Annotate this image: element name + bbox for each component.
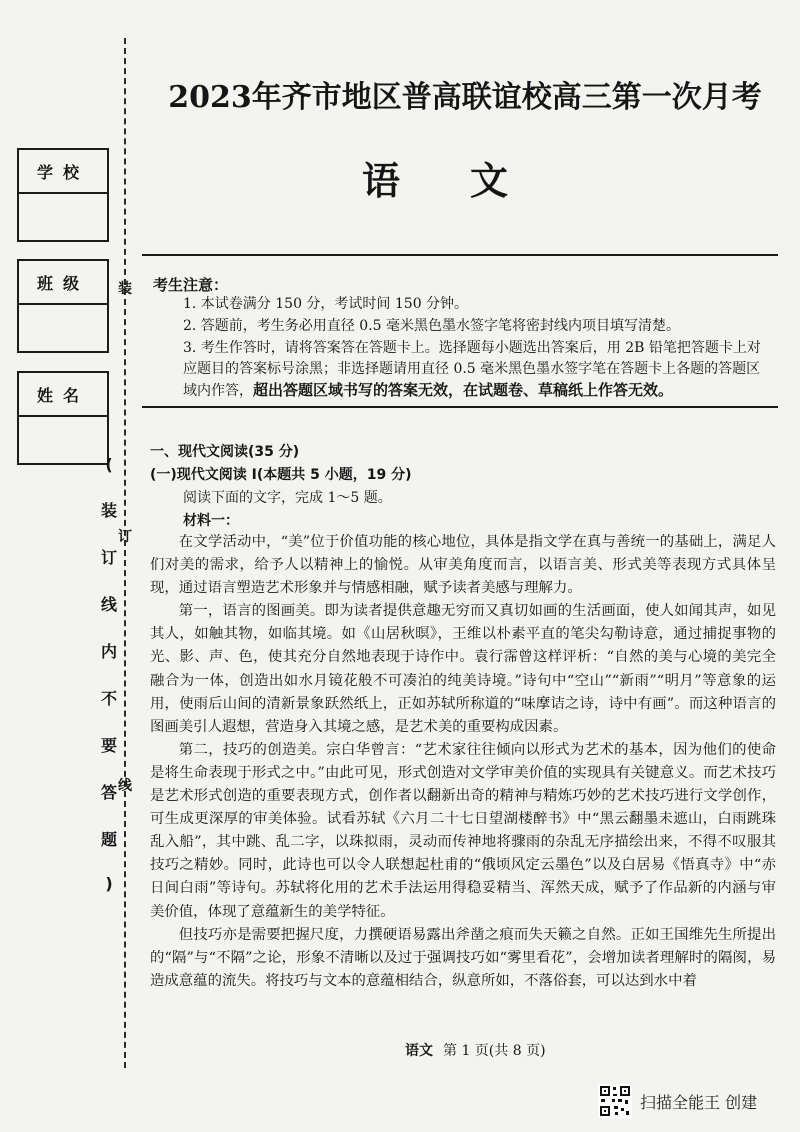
notice-heading: 考生注意： [153,276,229,294]
notice-warning: 超出答题区域书写的答案无效，在试题卷、草稿纸上作答无效。 [253,381,674,399]
scanner-watermark [598,1084,757,1118]
name-field[interactable] [19,417,107,463]
scanner-text: 扫描全能王 创建 [640,1092,758,1112]
binding-warning-char: ) [105,874,113,893]
class-box [17,259,109,353]
binding-char-xian: 线 [118,778,132,794]
paragraph: 第一，语言的图画美。即为读者提供意趣无穷而又真切如画的生活画面，使人如闻其声，如见其人，如触其物，如临其境。如《山居秋暝》，王维以朴素平直的笔尖勾勒诗意，通过捕捉事物的光、影、声、色，使其充分自然地表现于诗作中。袁行霈曾这样评析：“自然的美与心境的美完全融合为一体，创造出如水月镜花般不可凑泊的纯美诗境。”诗句中“空山”“新雨”“明月”等意象的运用，使雨后山间的清新景象跃然纸上，正如苏轼所称道的“味摩诘之诗，诗中有画”。而这种语言的图画美引人遐想，营造身入其境之感，是艺术美的重要构成因素。 [150,603,776,735]
notice-item-text: 3. 考生作答时，请将答案答在答题卡上。选择题每小题选出答案后，用 2B 铅笔把答题卡上对应题目的答案标号涂黑；非选择题请用直径 0.5 毫米黑色墨水签字笔在答题卡上各题的答题区域内作答， [183,340,761,399]
name-box [17,371,109,465]
binding-warning-char: 不 [100,689,117,708]
school-box [17,148,109,242]
binding-warning-char: 答 [100,783,117,802]
name-label: 姓名 [19,373,107,417]
notice-item [183,338,773,402]
school-field[interactable] [19,194,107,240]
binding-char-ding: 订 [118,529,132,545]
binding-warning-char: 线 [100,595,117,614]
paragraph: 但技巧亦是需要把握尺度，力撰硬语易露出斧凿之痕而失天籁之自然。正如王国维先生所提出的“隔”与“不隔”之论，形象不清晰以及过于强调技巧如“雾里看花”，会增加读者理解时的隔阂，易造成意蕴的流失。将技巧与文本的意蕴相结合，纵意所如，不落俗套，可以达到水中着 [150,926,776,989]
binding-warning-char: 订 [100,548,117,567]
paragraph: 在文学活动中，“美”位于价值功能的核心地位，具体是指文学在真与善统一的基础上，满足人们对美的需求，给予人以精神上的愉悦。从审美角度而言，以语言美、形式美等表现方式具体呈现，通过语言塑造艺术形象并与情感相融，赋予读者美感与理解力。 [150,534,776,597]
footer-page: 第 1 页(共 8 页) [443,1043,546,1059]
binding-warning-char: ( [105,455,113,474]
binding-warning-char: 要 [100,736,117,755]
binding-char-zhuang: 装 [118,281,132,297]
section-heading: 一、现代文阅读(35 分) [150,444,300,460]
paragraph: 第二，技巧的创造美。宗白华曾言：“艺术家往往倾向以形式为艺术的基本，因为他们的使命是将生命表现于形式之中。”由此可见，形式创造对文学审美价值的实现具有关键意义。而艺术技巧是艺术形式创造的重要表现方式，创作者以翻新出奇的精神与精炼巧妙的艺术技巧进行文学创作，可生成更深厚的审美体验。试看苏轼《六月二十七日望湖楼醉书》中“黑云翻墨未遮山，白雨跳珠乱入船”，其中跳、乱二字，以珠拟雨，灵动而传神地将骤雨的杂乱无序描绘出来，不得不叹服其技巧之精妙。同时，此诗也可以令人联想起杜甫的“俄顷风定云墨色”以及白居易《悟真寺》中“赤日间白雨”等诗句。苏轼将化用的艺术手法运用得稳妥精当、浑然天成，赋予了作品新的内涵与审美价值，体现了意蕴新生的美学特征。 [150,741,776,920]
notice-item: 1. 本试卷满分 150 分，考试时间 150 分钟。 [183,296,469,312]
divider [142,254,778,256]
binding-warning-char: 内 [100,642,117,661]
binding-warning-char: 题 [100,830,117,849]
binding-warning-char: 装 [100,501,117,520]
class-field[interactable] [19,305,107,351]
footer-subject: 语文 [405,1043,433,1059]
page-footer [405,1040,546,1060]
material-label: 材料一： [183,513,239,529]
exam-title: 2023年齐市地区普高联谊校高三第一次月考 [168,80,762,115]
reading-passage [150,531,776,993]
subsection-heading: (一)现代文阅读 Ⅰ(本题共 5 小题，19 分) [150,467,412,483]
divider [142,406,778,408]
class-label: 班级 [19,261,107,305]
binding-line [124,38,126,1068]
notice-item: 2. 答题前，考生务必用直径 0.5 毫米黑色墨水签字笔将密封线内项目填写清楚。 [183,318,680,334]
school-label: 学校 [19,150,107,194]
qr-code-icon [598,1084,632,1118]
binding-warning [98,455,120,893]
exam-subject: 语文 [361,158,578,203]
instruction: 阅读下面的文字，完成 1～5 题。 [183,490,392,506]
